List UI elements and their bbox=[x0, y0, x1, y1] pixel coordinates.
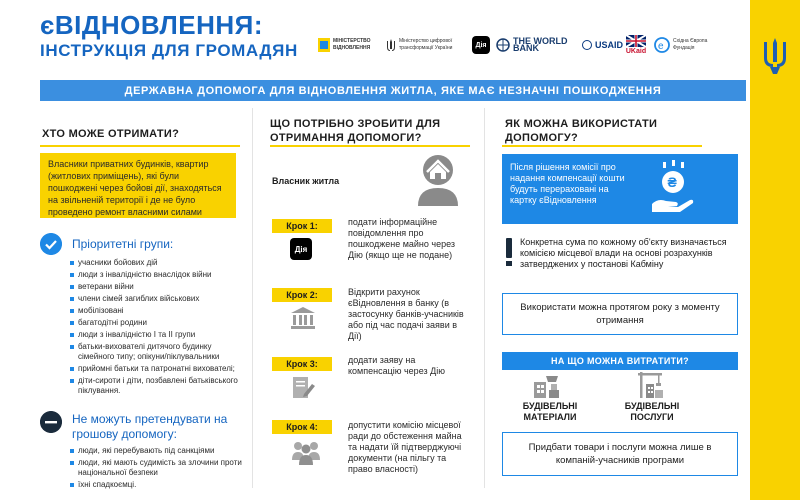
eligibility-box: Власники приватних будинків, квартир (житлових приміщень), які були пошкоджені через бойові дії, знаходяться на звільненій території і де не було проведено ремонт власними силами bbox=[40, 153, 236, 218]
spend-title-bar: НА ЩО МОЖНА ВИТРАТИТИ? bbox=[502, 352, 738, 370]
usage-period-box: Використати можна протягом року з моменту отримання bbox=[502, 293, 738, 335]
buy-note-box: Придбати товари і послуги можна лише в компаній-учасників програми bbox=[502, 432, 738, 476]
list-item: ветерани війни bbox=[70, 282, 240, 292]
spend-materials-label: БУДІВЕЛЬНІ МАТЕРІАЛИ bbox=[522, 401, 578, 422]
homeowner-icon bbox=[408, 148, 466, 206]
list-item: діти-сироти і діти, позбавлені батьківського піклування. bbox=[70, 376, 240, 396]
col3-heading: ЯК МОЖНА ВИКОРИСТАТИ ДОПОМОГУ? bbox=[505, 118, 658, 144]
logo-world-bank: THE WORLD BANK bbox=[496, 38, 576, 52]
logo-ministry-digital: Міністерство цифрової трансформації України bbox=[386, 38, 466, 52]
list-item: учасники бойових дій bbox=[70, 258, 240, 268]
logo-diia: Дія bbox=[472, 36, 490, 54]
payout-text: Після рішення комісії про надання компенсації кошти будуть перераховані на картку єВідновлення bbox=[510, 162, 625, 205]
partner-logos bbox=[318, 30, 748, 60]
owner-label: Власник житла bbox=[272, 176, 340, 186]
foundation-icon bbox=[654, 37, 670, 53]
commission-group-icon bbox=[290, 440, 322, 466]
ministry-icon bbox=[318, 38, 330, 52]
logo-ukaid: UKaid bbox=[624, 35, 648, 55]
step-1-text: подати інформаційне повідомлення про пошкоджене майно через Дію (якщо ще не подане) bbox=[348, 217, 456, 260]
title-line1: єВІДНОВЛЕННЯ: bbox=[40, 10, 263, 40]
bank-icon bbox=[290, 306, 316, 330]
usaid-seal-icon bbox=[582, 40, 592, 50]
heading-underline bbox=[270, 145, 470, 147]
exclamation-icon bbox=[506, 238, 512, 266]
trident-icon bbox=[762, 36, 788, 76]
construction-services-icon bbox=[636, 370, 666, 400]
svg-text:₴: ₴ bbox=[667, 174, 677, 190]
step-3-label: Крок 3: bbox=[272, 357, 332, 371]
list-item: люди з інвалідністю I та II групи bbox=[70, 330, 240, 340]
heading-underline bbox=[502, 145, 702, 147]
step-4-label: Крок 4: bbox=[272, 420, 332, 434]
column-divider bbox=[252, 108, 253, 488]
amount-note: Конкретна сума по кожному об'єкту визначається комісією місцевої влади на основі розрахунків затверджених у постанові Кабміну bbox=[520, 237, 727, 269]
document-edit-icon bbox=[290, 376, 316, 400]
list-item: батьки-вихователі дитячого будинку сімейного типу; опікуни/піклувальники bbox=[70, 342, 240, 362]
column-divider bbox=[484, 108, 485, 488]
page-title bbox=[40, 10, 298, 62]
logo-eastern-europe-foundation: e Східна Європа Фундація bbox=[654, 37, 718, 53]
step-3-text: додати заяву на компенсацію через Дію bbox=[348, 355, 445, 376]
step-2-label: Крок 2: bbox=[272, 288, 332, 302]
title-line2: ІНСТРУКЦІЯ ДЛЯ ГРОМАДЯН bbox=[40, 41, 298, 60]
diia-app-icon: Дія bbox=[290, 238, 312, 260]
uk-flag-icon bbox=[626, 35, 646, 47]
logo-ministry-restoration: МІНІСТЕРСТВО ВІДНОВЛЕННЯ bbox=[318, 38, 380, 52]
excluded-title: Не можуть претендувати на грошову допомогу: bbox=[72, 412, 228, 441]
col2-heading: ЩО ПОТРІБНО ЗРОБИТИ ДЛЯ ОТРИМАННЯ ДОПОМОГИ? bbox=[270, 118, 441, 144]
list-item: мобілізовані bbox=[70, 306, 240, 316]
globe-icon bbox=[496, 38, 510, 52]
spend-services-label: БУДІВЕЛЬНІ ПОСЛУГИ bbox=[624, 401, 680, 422]
list-item: їхні спадкоємці. bbox=[70, 480, 242, 490]
list-item: члени сімей загиблих військових bbox=[70, 294, 240, 304]
list-item: багатодітні родини bbox=[70, 318, 240, 328]
hand-coin-icon bbox=[650, 160, 696, 216]
step-1-label: Крок 1: bbox=[272, 219, 332, 233]
col1-heading: ХТО МОЖЕ ОТРИМАТИ? bbox=[42, 128, 180, 140]
minus-icon bbox=[40, 411, 62, 433]
list-item: люди, які перебувають під санкціями bbox=[70, 446, 242, 456]
priority-list bbox=[70, 258, 240, 396]
building-materials-icon bbox=[532, 372, 562, 400]
check-icon bbox=[40, 233, 62, 255]
excluded-list bbox=[70, 446, 242, 490]
priority-title: Пріоритетні групи: bbox=[72, 237, 174, 251]
logo-usaid: USAID bbox=[582, 40, 618, 50]
list-item: люди з інвалідністю внаслідок війни bbox=[70, 270, 240, 280]
section-banner: ДЕРЖАВНА ДОПОМОГА ДЛЯ ВІДНОВЛЕННЯ ЖИТЛА, ЯКЕ МАЄ НЕЗНАЧНІ ПОШКОДЖЕННЯ bbox=[40, 80, 746, 101]
heading-underline bbox=[40, 145, 240, 147]
svg-text:e: e bbox=[658, 41, 664, 52]
list-item: прийомні батьки та патронатні вихователі; bbox=[70, 364, 240, 374]
step-4-text: допустити комісію місцевої ради до обстеження майна та надати їй підтверджуючі документи (на пільгу та право власності) bbox=[348, 420, 462, 474]
step-2-text: Відкрити рахунок єВідновлення в банку (в застосунку банків-учасників або під час подачі заяви в Дії) bbox=[348, 287, 464, 341]
list-item: люди, які мають судимість за злочини проти національної безпеки bbox=[70, 458, 242, 478]
coat-of-arms-icon bbox=[386, 38, 396, 52]
